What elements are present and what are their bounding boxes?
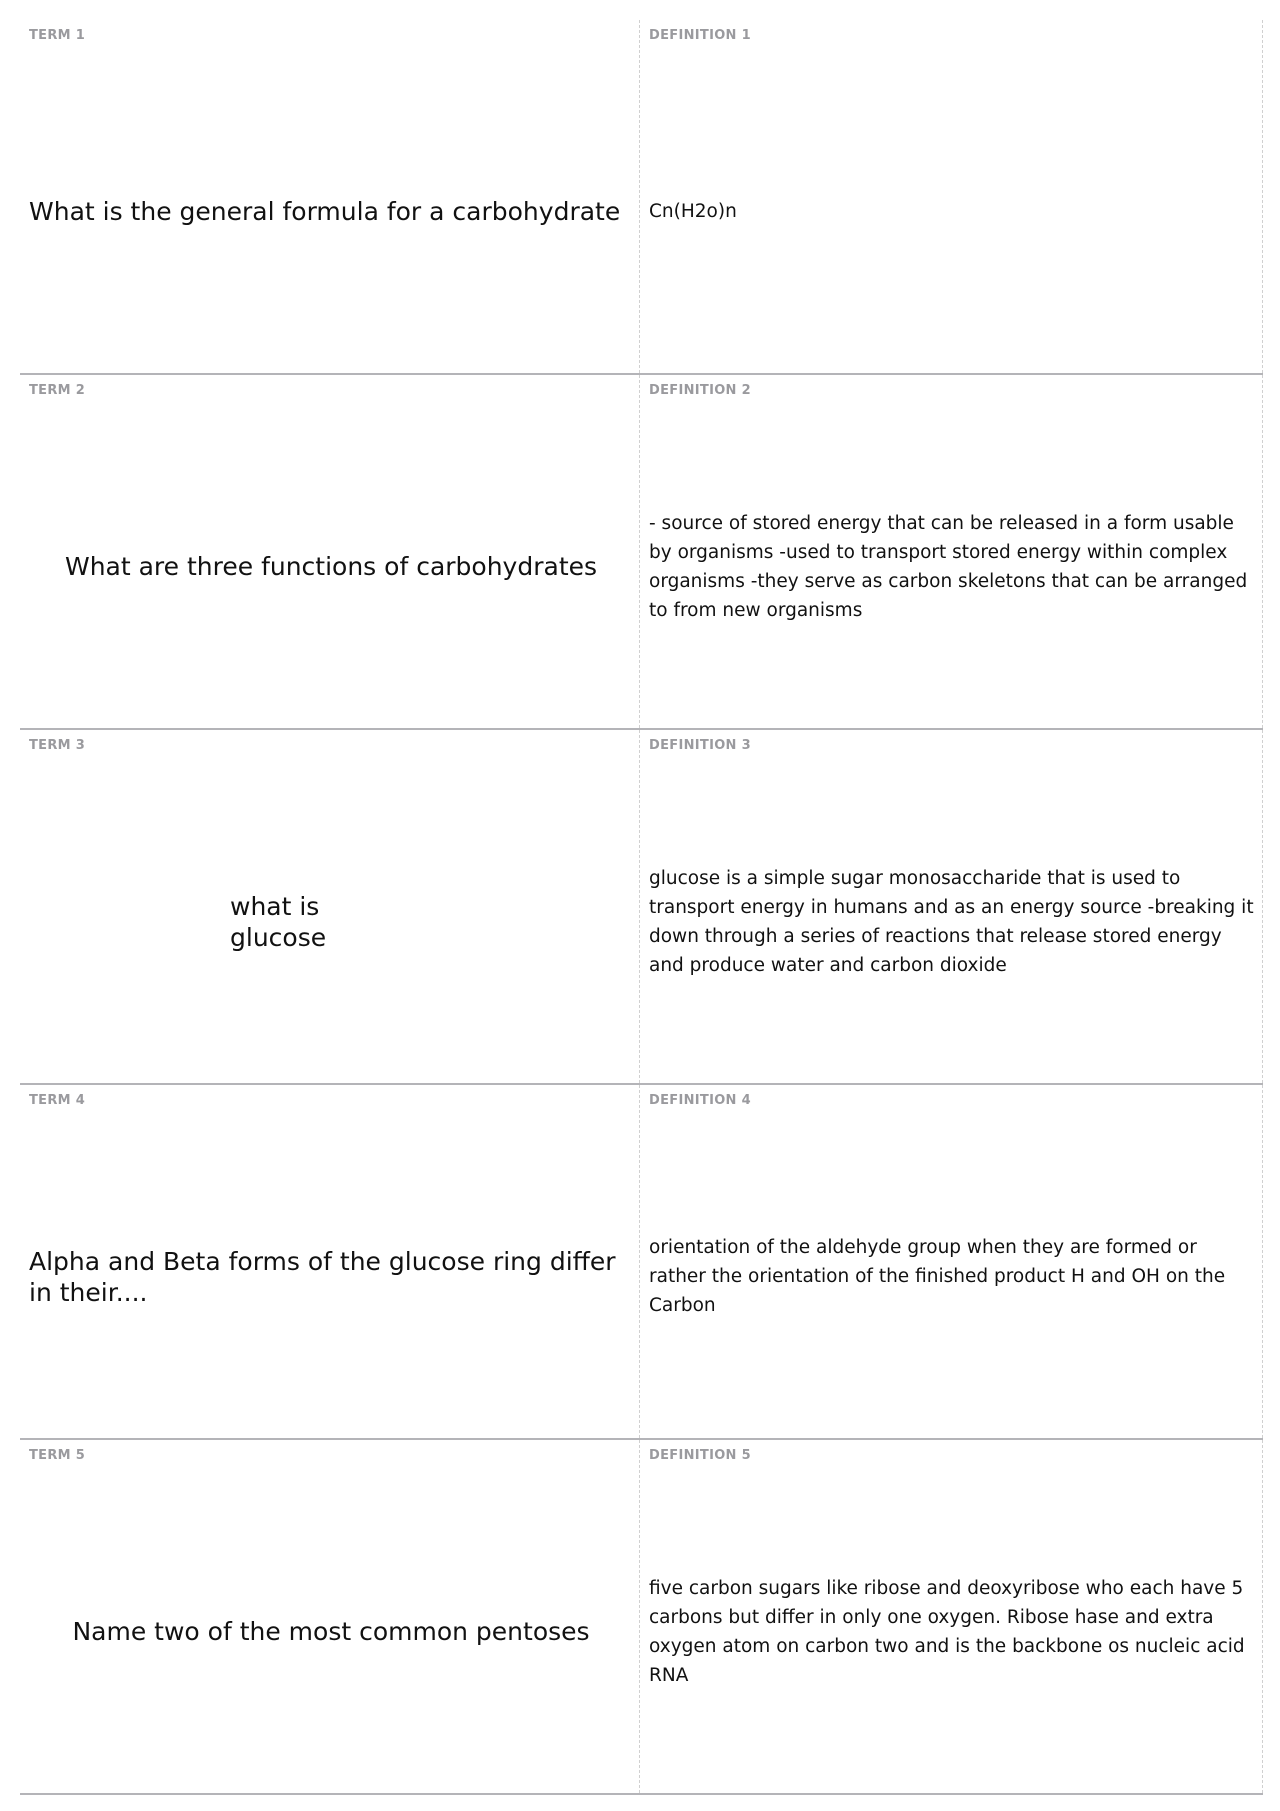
term-label: TERM 5 <box>29 1448 86 1463</box>
card-row-3 <box>20 730 1263 1085</box>
definition-cell <box>640 20 1263 373</box>
term-content <box>29 770 633 1073</box>
term-cell <box>20 375 640 728</box>
definition-text: - source of stored energy that can be released in a form usable by organisms -used to transport stored energy within complex organisms -they serve as carbon skeletons that can be arranged to from new organisms <box>649 512 1248 621</box>
term-content <box>29 1125 633 1428</box>
term-cell <box>20 1085 640 1438</box>
definition-label: DEFINITION 3 <box>649 738 751 753</box>
term-label: TERM 1 <box>29 28 86 43</box>
term-content <box>29 60 633 363</box>
definition-content <box>649 1125 1256 1428</box>
term-cell <box>20 1440 640 1793</box>
term-text: What are three functions of carbohydrates <box>64 552 598 581</box>
definition-cell <box>640 730 1263 1083</box>
card-row-1 <box>20 20 1263 375</box>
definition-label: DEFINITION 4 <box>649 1093 751 1108</box>
definition-content <box>649 415 1256 718</box>
definition-content <box>649 770 1256 1073</box>
term-content <box>29 1480 633 1783</box>
definition-content <box>649 60 1256 363</box>
definition-cell <box>640 1440 1263 1793</box>
card-row-5 <box>20 1440 1263 1795</box>
term-cell <box>20 20 640 373</box>
term-label: TERM 2 <box>29 383 86 398</box>
definition-cell <box>640 375 1263 728</box>
card-row-4 <box>20 1085 1263 1440</box>
definition-cell <box>640 1085 1263 1438</box>
definition-label: DEFINITION 2 <box>649 383 751 398</box>
term-text: What is the general formula for a carbohydrate <box>29 197 621 226</box>
term-text: Alpha and Beta forms of the glucose ring differ in their.... <box>29 1246 616 1307</box>
definition-text: orientation of the aldehyde group when they are formed or rather the orientation of the finished product H and OH on the Carbon <box>649 1237 1226 1316</box>
term-text: Name two of the most common pentoses <box>72 1617 590 1646</box>
definition-label: DEFINITION 5 <box>649 1448 751 1463</box>
definition-text: Cn(H2o)n <box>649 201 737 222</box>
term-label: TERM 4 <box>29 1093 86 1108</box>
definition-label: DEFINITION 1 <box>649 28 751 43</box>
card-row-2 <box>20 375 1263 730</box>
definition-text: glucose is a simple sugar monosaccharide that is used to transport energy in humans and as an energy source -breaking it down through a series of reactions that release stored energy and produce water and carbon dioxide <box>649 867 1254 976</box>
term-cell <box>20 730 640 1083</box>
definition-content <box>649 1480 1256 1783</box>
flashcard-sheet <box>20 20 1263 1795</box>
term-content <box>29 415 633 718</box>
term-text: what is glucose <box>230 891 327 952</box>
definition-text: five carbon sugars like ribose and deoxyribose who each have 5 carbons but differ in only one oxygen. Ribose hase and extra oxygen atom on carbon two and is the backbone os nucleic acid RNA <box>649 1577 1245 1686</box>
term-label: TERM 3 <box>29 738 86 753</box>
